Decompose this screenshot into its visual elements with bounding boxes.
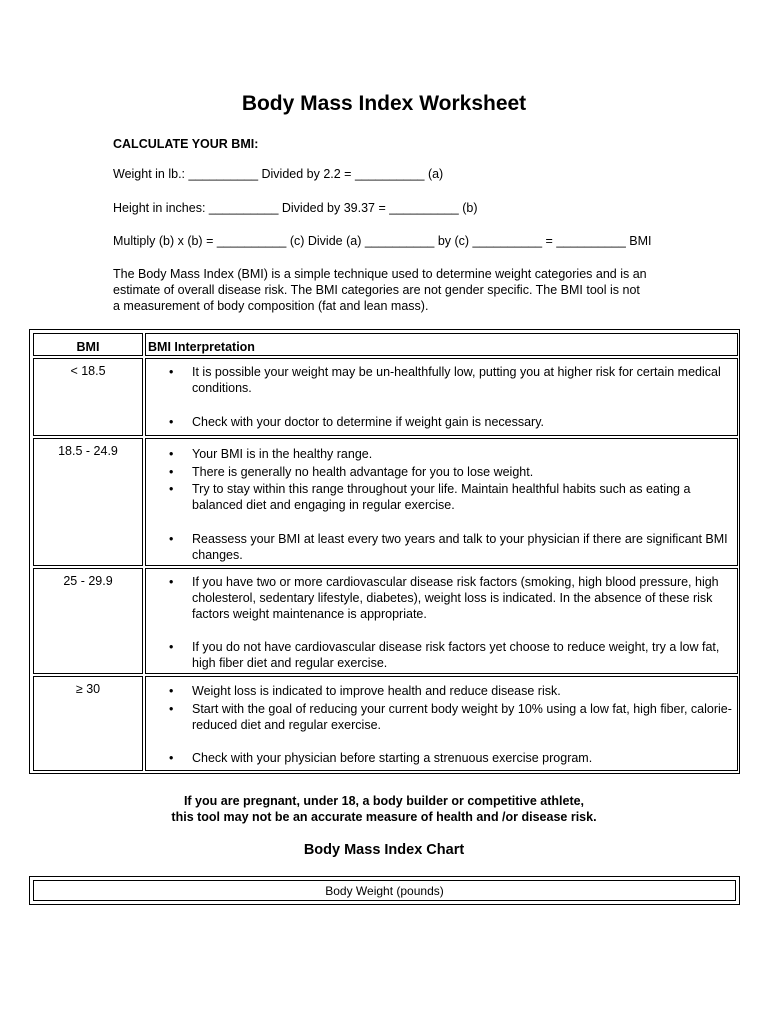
warning-note (0, 793, 768, 825)
list-item: • Try to stay within this range throughout your life. Maintain healthful habits such as eating a balanced diet and engaging in regular exercise. (169, 482, 691, 512)
bullet-icon: • (169, 415, 174, 429)
bullet-icon: • (169, 702, 174, 716)
page-title: Body Mass Index Worksheet (241, 92, 527, 115)
bullet-icon: • (169, 640, 174, 654)
interp-healthy (145, 438, 738, 566)
bullet-icon: • (169, 447, 174, 461)
list-item: • There is generally no health advantage for you to lose weight. (169, 465, 534, 479)
list-item: • Your BMI is in the healthy range. (169, 447, 373, 461)
list-item: • If you have two or more cardiovascular disease risk factors (smoking, high blood pressure, high cholesterol, sedentary lifestyle, diabetes), weight loss is indicated. In the absence of these risk factors weight maintenance is appropriate. (169, 575, 719, 621)
header-interpretation: BMI Interpretation (145, 333, 738, 356)
range-healthy: 18.5 - 24.9 (33, 438, 143, 566)
range-underweight: < 18.5 (33, 358, 143, 436)
list-item: • Reassess your BMI at least every two years and talk to your physician if there are significant BMI changes. (169, 532, 728, 562)
bullet-icon: • (169, 684, 174, 698)
bmi-interpretation-table (29, 329, 740, 774)
bmi-chart-table (29, 876, 740, 905)
bullet-icon: • (169, 751, 174, 765)
warning-line: If you are pregnant, under 18, a body builder or competitive athlete, (183, 794, 585, 808)
interp-underweight (145, 358, 738, 436)
range-obese: ≥ 30 (33, 676, 143, 771)
weight-calc-line: Weight in lb.: __________ Divided by 2.2 = __________ (a) (113, 167, 444, 181)
chart-title: Body Mass Index Chart (303, 842, 465, 858)
bullet-icon: • (169, 482, 174, 496)
intro-paragraph (113, 266, 658, 314)
bullet-icon: • (169, 575, 174, 589)
list-item: • If you do not have cardiovascular disease risk factors yet choose to reduce weight, try a low fat, high fiber diet and regular exercise. (169, 640, 720, 670)
bullet-icon: • (169, 465, 174, 479)
bmi-calc-line: Multiply (b) x (b) = __________ (c) Divide (a) __________ by (c) __________ = __________ BMI (113, 234, 652, 248)
interp-obese (145, 676, 738, 771)
calculate-heading: CALCULATE YOUR BMI: (113, 137, 259, 151)
bullet-icon: • (169, 532, 174, 546)
chart-header-cell: Body Weight (pounds) (33, 880, 736, 901)
list-item: • Check with your physician before starting a strenuous exercise program. (169, 751, 593, 765)
range-overweight: 25 - 29.9 (33, 568, 143, 674)
intro-line: The Body Mass Index (BMI) is a simple technique used to determine weight categories and is an (113, 267, 647, 281)
intro-line: a measurement of body composition (fat and lean mass). (113, 299, 429, 313)
warning-line: this tool may not be an accurate measure of health and /or disease risk. (171, 810, 597, 824)
bullet-icon: • (169, 365, 174, 379)
list-item: • Start with the goal of reducing your current body weight by 10% using a low fat, high fiber, calorie- reduced diet and regular exercise. (169, 702, 732, 732)
height-calc-line: Height in inches: __________ Divided by 39.37 = __________ (b) (113, 201, 478, 215)
list-item: • Weight loss is indicated to improve health and reduce disease risk. (169, 684, 561, 698)
intro-line: estimate of overall disease risk. The BMI categories are not gender specific. The BMI tool is not (113, 283, 640, 297)
interp-overweight (145, 568, 738, 674)
list-item: • It is possible your weight may be un-healthfully low, putting you at higher risk for certain medical conditions. (169, 365, 721, 395)
list-item: • Check with your doctor to determine if weight gain is necessary. (169, 415, 545, 429)
header-bmi: BMI (33, 333, 143, 356)
